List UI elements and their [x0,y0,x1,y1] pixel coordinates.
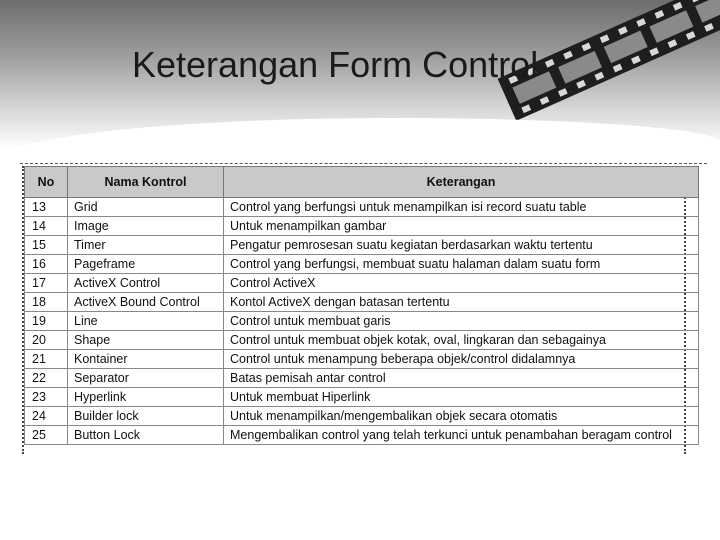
cell-nama-kontrol: Timer [68,236,224,255]
table-row [25,426,699,445]
cell-nama-kontrol: Line [68,312,224,331]
cell-no: 13 [25,198,68,217]
cell-no: 15 [25,236,68,255]
cell-nama-kontrol: Separator [68,369,224,388]
cell-keterangan: Untuk membuat Hiperlink [224,388,699,407]
cell-keterangan: Control untuk menampung beberapa objek/control didalamnya [224,350,699,369]
table-row [25,236,699,255]
column-header-no: No [25,167,68,198]
cell-nama-kontrol: ActiveX Bound Control [68,293,224,312]
cell-nama-kontrol: Builder lock [68,407,224,426]
table-row [25,350,699,369]
cell-nama-kontrol: Shape [68,331,224,350]
table-row [25,217,699,236]
table-header-row [25,167,699,198]
cell-keterangan: Pengatur pemrosesan suatu kegiatan berdasarkan waktu tertentu [224,236,699,255]
cell-no: 23 [25,388,68,407]
table-row [25,274,699,293]
cell-nama-kontrol: Pageframe [68,255,224,274]
table-row [25,255,699,274]
cell-no: 17 [25,274,68,293]
cell-no: 16 [25,255,68,274]
table-row [25,407,699,426]
cell-no: 21 [25,350,68,369]
cell-nama-kontrol: ActiveX Control [68,274,224,293]
dashed-line [20,163,707,164]
column-header-keterangan: Keterangan [224,167,699,198]
cell-no: 18 [25,293,68,312]
cell-nama-kontrol: Hyperlink [68,388,224,407]
cell-keterangan: Control ActiveX [224,274,699,293]
cell-keterangan: Control untuk membuat garis [224,312,699,331]
cell-nama-kontrol: Image [68,217,224,236]
table-row [25,331,699,350]
column-header-nama-kontrol: Nama Kontrol [68,167,224,198]
table-row [25,388,699,407]
cell-keterangan: Control yang berfungsi untuk menampilkan isi record suatu table [224,198,699,217]
cell-keterangan: Kontol ActiveX dengan batasan tertentu [224,293,699,312]
table-row [25,312,699,331]
cell-keterangan: Mengembalikan control yang telah terkunci untuk penambahan beragam control [224,426,699,445]
cell-no: 14 [25,217,68,236]
cell-keterangan: Batas pemisah antar control [224,369,699,388]
cell-nama-kontrol: Grid [68,198,224,217]
cell-no: 20 [25,331,68,350]
cell-keterangan: Control yang berfungsi, membuat suatu halaman dalam suatu form [224,255,699,274]
cell-keterangan: Untuk menampilkan/mengembalikan objek secara otomatis [224,407,699,426]
cell-no: 24 [25,407,68,426]
table-row [25,293,699,312]
cell-no: 25 [25,426,68,445]
table-row [25,369,699,388]
cell-nama-kontrol: Kontainer [68,350,224,369]
cell-keterangan: Untuk menampilkan gambar [224,217,699,236]
form-control-table [24,166,699,445]
cell-nama-kontrol: Button Lock [68,426,224,445]
table-row [25,198,699,217]
cell-no: 22 [25,369,68,388]
cell-no: 19 [25,312,68,331]
cell-keterangan: Control untuk membuat objek kotak, oval, lingkaran dan sebagainya [224,331,699,350]
slide-title: Keterangan Form Control [132,44,539,85]
